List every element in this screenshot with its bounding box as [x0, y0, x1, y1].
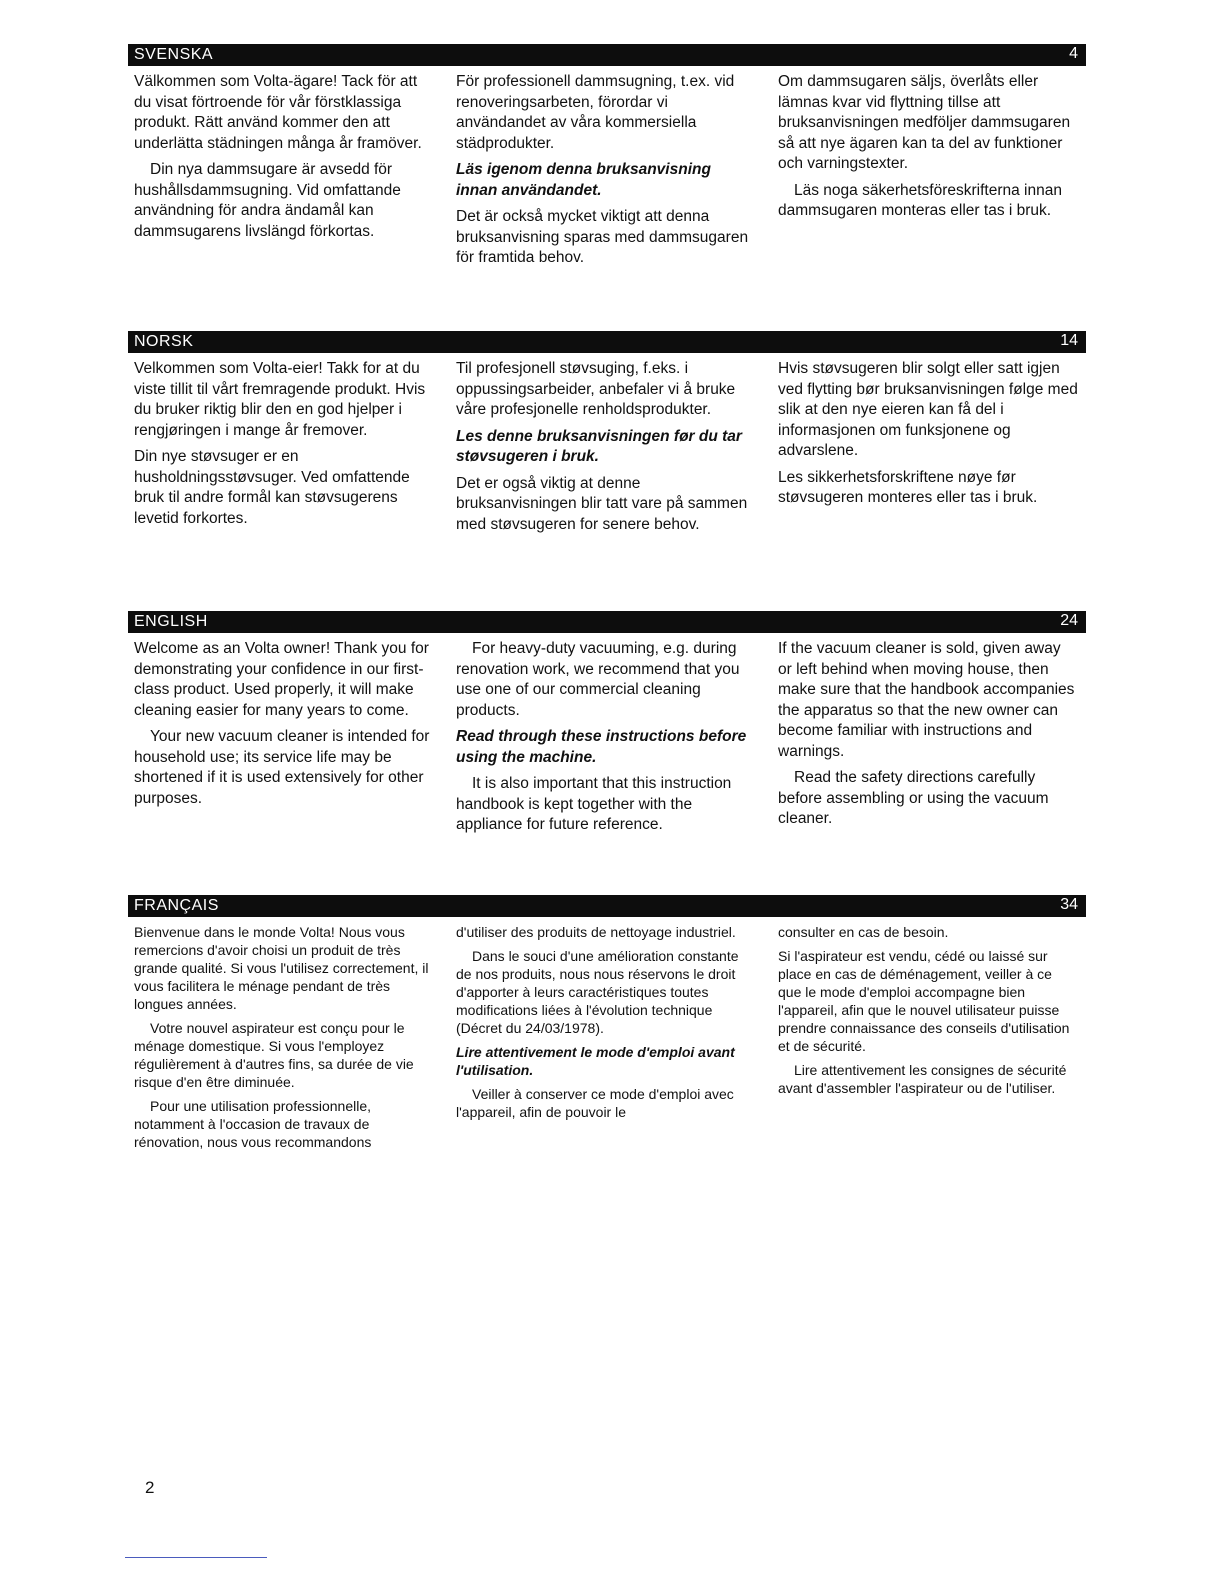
emphasis-paragraph: Lire attentivement le mode d'emploi avant l'utilisation.	[456, 1044, 735, 1078]
paragraph: Läs noga säkerhetsföreskrifterna innan dammsugaren monteras eller tas i bruk.	[778, 181, 1062, 219]
section-title: ENGLISH	[134, 613, 208, 630]
page-number: 2	[145, 1478, 155, 1497]
paragraph: Lire attentivement les consignes de sécurité avant d'assembler l'aspirateur ou de l'utiliser.	[778, 1062, 1067, 1096]
column-2	[456, 72, 756, 275]
paragraph: Your new vacuum cleaner is intended for household use; its service life may be shortened if it is used extensively for other purposes.	[134, 728, 430, 807]
emphasis-paragraph: Les denne bruksanvisningen før du tar støvsugeren i bruk.	[456, 427, 742, 465]
section-norsk	[128, 331, 1086, 541]
paragraph: Pour une utilisation professionnelle, notamment à l'occasion de travaux de rénovation, nous vous recommandons	[134, 1098, 372, 1150]
column-1	[134, 639, 434, 842]
column-2	[456, 923, 756, 1157]
section-svenska	[128, 44, 1086, 275]
paragraph: Welcome as an Volta owner! Thank you for demonstrating your confidence in our first-class product. Used properly, it will make cleaning easier for many years to come.	[134, 640, 429, 719]
paragraph: För professionell dammsugning, t.ex. vid renoveringsarbeten, förordar vi användandet av våra kommersiella städprodukter.	[456, 73, 735, 152]
paragraph: Si l'aspirateur est vendu, cédé ou laissé sur place en cas de déménagement, veiller à ce que le mode d'emploi accompagne bien l'appareil, afin que le nouvel utilisateur puisse prendre connaissance des conseils d'utilisation et de sécurité.	[778, 948, 1070, 1054]
section-title: SVENSKA	[134, 46, 214, 63]
paragraph: Välkommen som Volta-ägare! Tack för att du visat förtroende för vår förstklassiga produkt. Rätt använd kommer den att underlätta städningen många år framöver.	[134, 73, 422, 152]
emphasis-paragraph: Läs igenom denna bruksanvisning innan användandet.	[456, 161, 711, 199]
paragraph: d'utiliser des produits de nettoyage industriel.	[456, 924, 736, 940]
paragraph: It is also important that this instruction handbook is kept together with the appliance for future reference.	[456, 775, 732, 833]
paragraph: Din nya dammsugare är avsedd för hushållsdammsugning. Vid omfattande användning för andra ändamål kan dammsugarens livslängd förkortas.	[134, 161, 401, 240]
paragraph: Bienvenue dans le monde Volta! Nous vous remercions d'avoir choisi un produit de très grande qualité. Si vous l'utilisez correctement, il vous facilitera le ménage pendant de très longues années.	[134, 924, 429, 1012]
footer-divider	[125, 1557, 267, 1558]
paragraph: Velkommen som Volta-eier! Takk for at du viste tillit til vårt fremragende produkt. Hvis du bruker riktig blir den en god hjelper i rengjøringen i mange år fremover.	[134, 360, 426, 439]
paragraph: Din nye støvsuger er en husholdningsstøvsuger. Ved omfattende bruk til andre formål kan støvsugerens levetid forkortes.	[134, 448, 410, 527]
section-title: FRANÇAIS	[134, 897, 219, 914]
column-1	[134, 923, 434, 1157]
paragraph: consulter en cas de besoin.	[778, 924, 949, 940]
section-header-bar	[128, 331, 1086, 353]
paragraph: Hvis støvsugeren blir solgt eller satt igjen ved flytting bør bruksanvisningen følge med slik at den nye eieren kan få del i informasjonen om funksjonene og advarslene.	[778, 360, 1078, 459]
section-english	[128, 611, 1086, 842]
section-francais	[128, 895, 1086, 1157]
paragraph: Read the safety directions carefully before assembling or using the vacuum cleaner.	[778, 769, 1049, 827]
column-1	[134, 359, 434, 541]
column-2	[456, 359, 756, 541]
paragraph: If the vacuum cleaner is sold, given away or left behind when moving house, then make sure that the handbook accompanies the apparatus so that the new owner can become familiar with instructions and warnings.	[778, 640, 1075, 760]
section-page-ref: 24	[1060, 612, 1078, 629]
section-header-bar	[128, 44, 1086, 66]
column-1	[134, 72, 434, 275]
paragraph: Det er også viktig at denne bruksanvisningen blir tatt vare på sammen med støvsugeren for senere behov.	[456, 474, 748, 533]
paragraph: Det är också mycket viktigt att denna bruksanvisning sparas med dammsugaren för framtida behov.	[456, 208, 749, 266]
section-page-ref: 4	[1069, 45, 1078, 62]
column-3	[778, 72, 1078, 275]
paragraph: Om dammsugaren säljs, överlåts eller lämnas kvar vid flyttning tillse att bruksanvisningen medföljer dammsugaren så att nye ägaren kan ta del av funktioner och varningstexter.	[778, 73, 1071, 172]
column-3	[778, 359, 1078, 541]
paragraph: Til profesjonell støvsuging, f.eks. i oppussingsarbeider, anbefaler vi å bruke våre profesjonelle renholdsprodukter.	[456, 360, 736, 418]
paragraph: Veiller à conserver ce mode d'emploi avec l'appareil, afin de pouvoir le	[456, 1086, 734, 1120]
paragraph: Les sikkerhetsforskriftene nøye før støvsugeren monteres eller tas i bruk.	[778, 468, 1038, 506]
section-header-bar	[128, 895, 1086, 917]
paragraph: Votre nouvel aspirateur est conçu pour le ménage domestique. Si vous l'employez régulièrement à d'autres fins, sa durée de vie risque d'en être diminuée.	[134, 1020, 414, 1090]
section-page-ref: 34	[1060, 896, 1078, 913]
emphasis-paragraph: Read through these instructions before using the machine.	[456, 728, 747, 766]
column-2	[456, 639, 756, 842]
section-page-ref: 14	[1060, 332, 1078, 349]
paragraph: Dans le souci d'une amélioration constante de nos produits, nous nous réservons le droit d'apporter à leurs caractéristiques toutes modifications liées à l'évolution technique (Décret du 24/03/1978).	[456, 948, 739, 1036]
section-title: NORSK	[134, 333, 194, 350]
paragraph: For heavy-duty vacuuming, e.g. during renovation work, we recommend that you use one of our commercial cleaning products.	[456, 640, 740, 719]
section-header-bar	[128, 611, 1086, 633]
column-3	[778, 639, 1078, 842]
column-3	[778, 923, 1078, 1157]
